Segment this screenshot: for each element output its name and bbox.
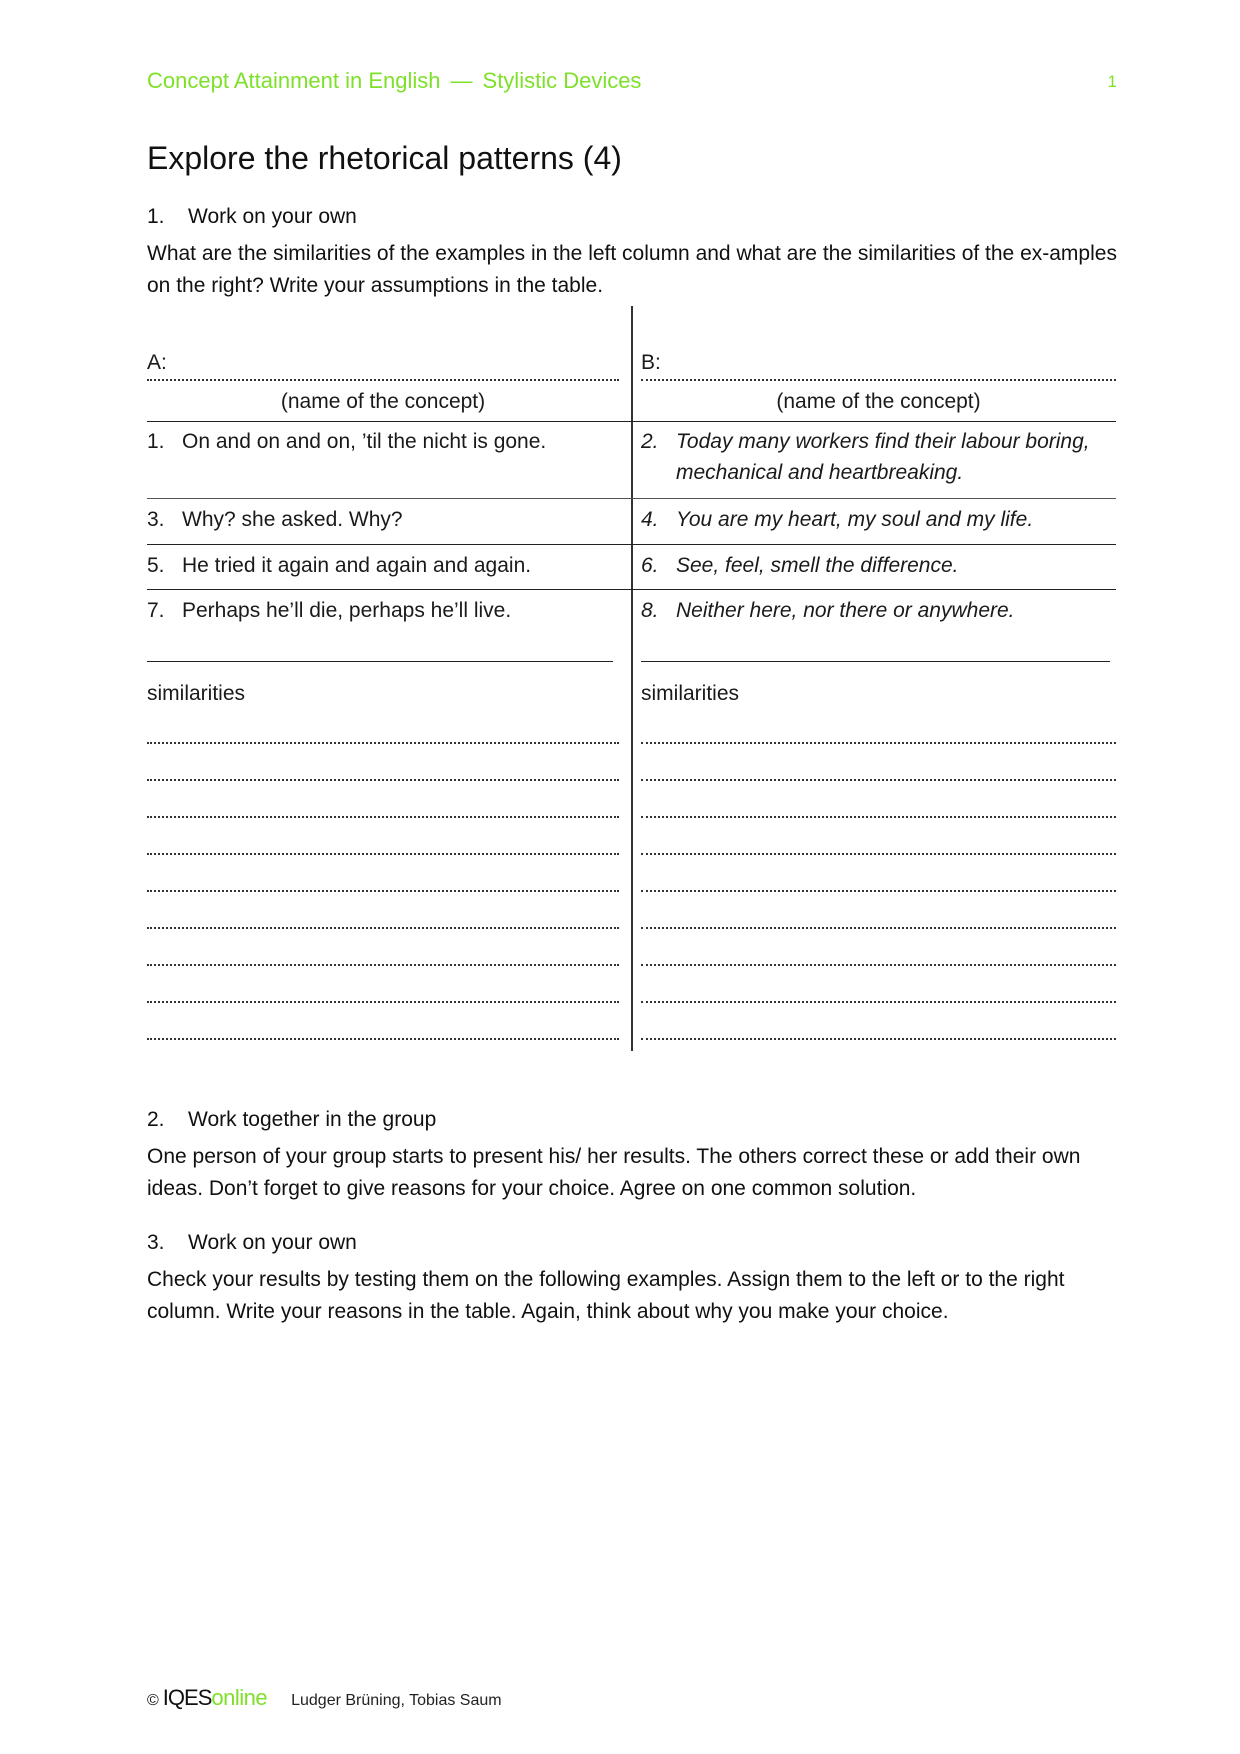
task-1-number: 1. (147, 205, 165, 228)
answer-line-b[interactable] (641, 1001, 1116, 1003)
task-2-instructions (147, 1141, 1117, 1205)
answer-line-b[interactable] (641, 853, 1116, 855)
similarities-b-label: similarities (641, 682, 740, 705)
table-rule (147, 544, 1116, 545)
task-3-instructions (147, 1264, 1117, 1328)
task-1-text: What are the similarities of the examples in the left column and what are the similarities of the ex-amples on the right? Write your assumptions in the table. (147, 242, 1117, 297)
column-divider (631, 306, 633, 1051)
answer-line-a[interactable] (147, 779, 619, 781)
answer-line-b[interactable] (641, 1038, 1116, 1040)
page-header (147, 68, 1117, 94)
task-2-number: 2. (147, 1108, 165, 1131)
answer-line-a[interactable] (147, 890, 619, 892)
table-rule (641, 661, 1110, 662)
answer-line-a[interactable] (147, 927, 619, 929)
task-3-number: 3. (147, 1231, 165, 1254)
example-item: 2. Today many workers find their labour boring, mechanical and heartbreaking. (641, 430, 1090, 484)
concept-a-caption: (name of the concept) (280, 390, 486, 413)
answer-line-a[interactable] (147, 742, 619, 744)
task-3-heading (147, 1231, 357, 1255)
example-item: 3. Why? she asked. Why? (147, 508, 403, 531)
answer-line-a[interactable] (147, 1001, 619, 1003)
example-item: 8. Neither here, nor there or anywhere. (641, 599, 1015, 622)
answer-line-a[interactable] (147, 853, 619, 855)
table-rule (147, 589, 1116, 590)
task-2-title: Work together in the group (188, 1108, 437, 1131)
concept-b-caption: (name of the concept) (776, 390, 981, 413)
task-3-text: Check your results by testing them on the following examples. Assign them to the left or to the right column. Write your reasons in the table. Again, think about why you make your choice. (147, 1268, 1065, 1323)
answer-line-a[interactable] (147, 964, 619, 966)
answer-line-a[interactable] (147, 1038, 619, 1040)
answer-line-b[interactable] (641, 927, 1116, 929)
example-item: 7. Perhaps he’ll die, perhaps he’ll live. (147, 599, 512, 622)
answer-line-b[interactable] (641, 964, 1116, 966)
answer-line-b[interactable] (641, 742, 1116, 744)
concept-b-input-line[interactable] (641, 379, 1116, 381)
concept-a-label: A: (147, 351, 167, 374)
example-item: 5. He tried it again and again and again. (147, 554, 532, 577)
answer-line-b[interactable] (641, 779, 1116, 781)
example-item: 4. You are my heart, my soul and my life. (641, 508, 1034, 531)
table-rule (147, 498, 1116, 499)
authors: Ludger Brüning, Tobias Saum (291, 1692, 502, 1709)
task-2-text: One person of your group starts to present his/ her results. The others correct these or add their own ideas. Don’t forget to give reasons for your choice. Agree on one common solution. (147, 1145, 1081, 1200)
table-rule (147, 421, 1116, 422)
task-1-title: Work on your own (188, 205, 357, 228)
brand-logo-online: online (211, 1685, 268, 1710)
copyright-icon: © (147, 1692, 159, 1709)
header-series: Concept Attainment in English (147, 68, 441, 93)
header-topic: Stylistic Devices (482, 68, 642, 93)
similarities-a-label: similarities (147, 682, 246, 705)
page-number: 1 (1107, 72, 1117, 91)
brand-logo-iqes: IQES (162, 1685, 212, 1710)
answer-line-b[interactable] (641, 890, 1116, 892)
answer-line-b[interactable] (641, 816, 1116, 818)
example-item: 1. On and on and on, ’til the nicht is gone. (147, 430, 547, 453)
task-1-heading (147, 205, 357, 229)
concept-b-label: B: (641, 351, 661, 374)
page-footer (147, 1685, 502, 1711)
example-item: 6. See, feel, smell the difference. (641, 554, 959, 577)
table-rule (147, 661, 613, 662)
concept-a-input-line[interactable] (147, 379, 619, 381)
header-separator: — (450, 68, 473, 93)
task-3-title: Work on your own (188, 1231, 357, 1254)
page-title: Explore the rhetorical patterns (4) (147, 140, 622, 176)
answer-line-a[interactable] (147, 816, 619, 818)
task-1-instructions (147, 238, 1117, 302)
task-2-heading (147, 1108, 436, 1132)
